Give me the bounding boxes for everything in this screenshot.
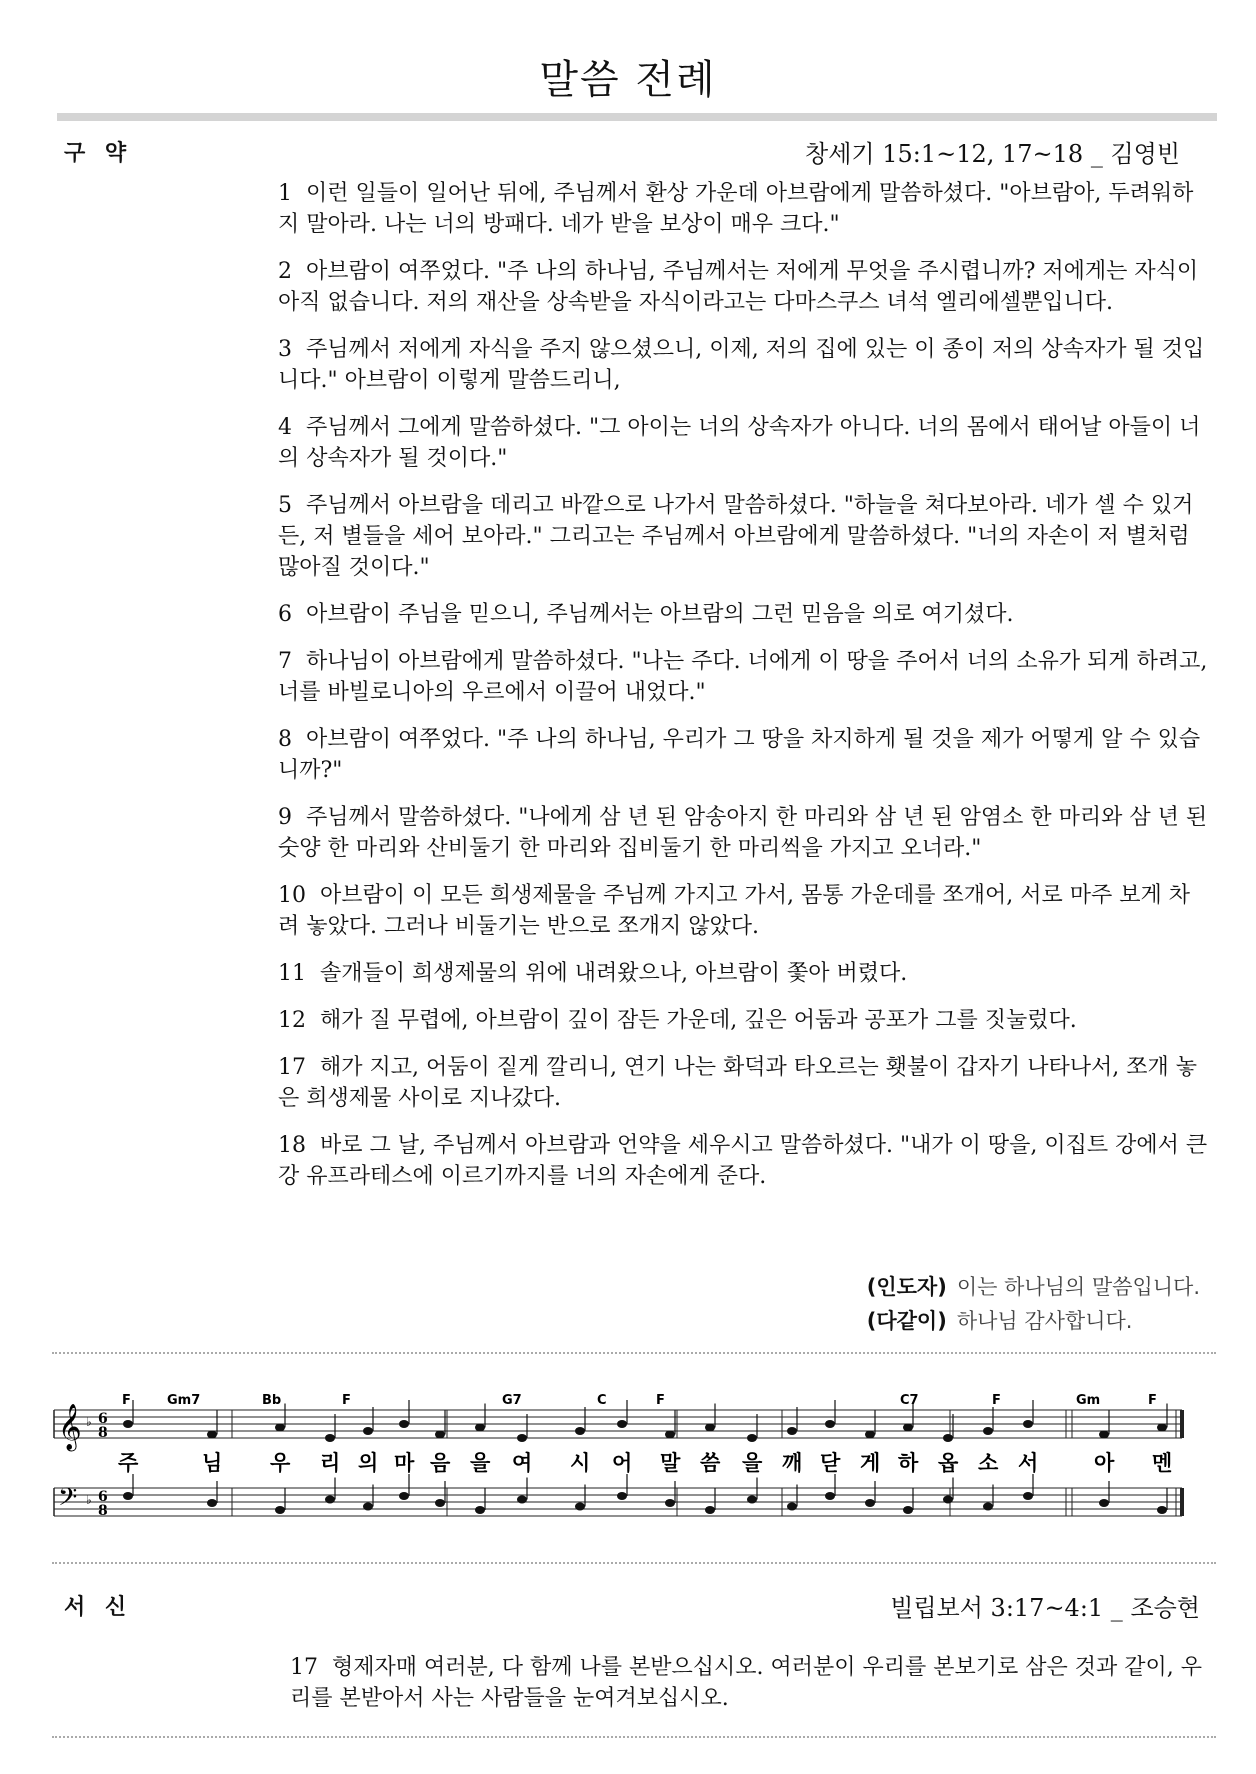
verse-text: 아브람이 주님을 믿으니, 주님께서는 아브람의 그런 믿음을 의로 여기셨다. bbox=[306, 602, 1014, 627]
note-head bbox=[435, 1431, 445, 1439]
dotted-divider bbox=[52, 1352, 1216, 1354]
lyric-syllable: 게 bbox=[860, 1451, 881, 1475]
note-head bbox=[1023, 1420, 1033, 1428]
note-head bbox=[983, 1427, 993, 1435]
lyric-syllable: 을 bbox=[470, 1451, 491, 1475]
note-head bbox=[787, 1427, 797, 1435]
time-signature: 6 bbox=[98, 1489, 108, 1505]
verse-text: 하나님이 아브람에게 말씀하셨다. "나는 주다. 너에게 이 땅을 주어서 너의 소유가 되게 하려고, 너를 바빌로니아의 우르에서 이끌어 내었다." bbox=[278, 649, 1208, 705]
note-head bbox=[943, 1496, 953, 1504]
verse bbox=[278, 490, 1208, 583]
acclamation-score bbox=[52, 1370, 1216, 1540]
time-signature: 8 bbox=[98, 1425, 108, 1441]
epistle-reference: 빌립보서 3:17~4:1 _ 조승현 bbox=[890, 1594, 1200, 1622]
note-head bbox=[363, 1427, 373, 1435]
chord-symbols bbox=[122, 1393, 1157, 1408]
verse-text: 주님께서 그에게 말씀하셨다. "그 아이는 너의 상속자가 아니다. 너의 몸에서 태어날 아들이 너의 상속자가 될 것이다." bbox=[278, 415, 1201, 471]
verse bbox=[290, 1652, 1206, 1714]
note-head bbox=[903, 1424, 913, 1432]
note-head bbox=[943, 1434, 953, 1442]
chord-symbol: C bbox=[597, 1393, 607, 1408]
chord-symbol: F bbox=[1148, 1393, 1157, 1408]
response-text: 이는 하나님의 말씀입니다. bbox=[956, 1275, 1200, 1299]
old-testament-label: 구 약 bbox=[64, 141, 133, 166]
note-head bbox=[865, 1431, 875, 1439]
verse-text: 주님께서 아브람을 데리고 바깥으로 나가서 말씀하셨다. "하늘을 쳐다보아라. 네가 셀 수 있거든, 저 별들을 세어 보아라." 그리고는 주님께서 아브람에게 말씀하셨다. "너의 자손이 저 별처럼 많아질 것이다." bbox=[278, 493, 1194, 580]
note-head bbox=[705, 1506, 715, 1514]
note-head bbox=[1157, 1506, 1167, 1514]
note-head bbox=[207, 1431, 217, 1439]
note-head bbox=[665, 1431, 675, 1439]
note-head bbox=[705, 1424, 715, 1432]
lyric-syllable: 어 bbox=[612, 1451, 633, 1475]
note-head bbox=[123, 1492, 133, 1500]
verse-text: 형제자매 여러분, 다 함께 나를 본받으십시오. 여러분이 우리를 본보기로 삼은 것과 같이, 우리를 본받아서 사는 사람들을 눈여겨보십시오. bbox=[290, 1655, 1202, 1711]
chord-symbol: Gm bbox=[1076, 1393, 1101, 1408]
lyric-syllable: 시 bbox=[570, 1451, 591, 1475]
lyrics bbox=[118, 1451, 1172, 1475]
verse-number: 11 bbox=[278, 961, 306, 986]
verse-text: 아브람이 이 모든 희생제물을 주님께 가지고 가서, 몸통 가운데를 쪼개어, 서로 마주 보게 차려 놓았다. 그러나 비둘기는 반으로 쪼개지 않았다. bbox=[278, 883, 1190, 939]
page-title: 말씀 전례 bbox=[539, 57, 717, 103]
chord-symbol: Bb bbox=[262, 1393, 282, 1408]
verse-number: 6 bbox=[278, 602, 292, 627]
verse-text: 아브람이 여쭈었다. "주 나의 하나님, 주님께서는 저에게 무엇을 주시렵니까? 저에게는 자식이 아직 없습니다. 저의 재산을 상속받을 자식이라고는 다마스쿠스 녀석 엘리에셀뿐입니다. bbox=[278, 259, 1199, 315]
note-head bbox=[1099, 1499, 1109, 1507]
lyric-syllable: 소 bbox=[978, 1451, 999, 1475]
verse bbox=[278, 958, 1208, 989]
note-head bbox=[747, 1496, 757, 1504]
verse-number: 1 bbox=[278, 181, 292, 206]
note-head bbox=[903, 1506, 913, 1514]
response-line bbox=[867, 1270, 1200, 1304]
note-head bbox=[617, 1492, 627, 1500]
flat-icon: ♭ bbox=[86, 1415, 92, 1429]
verse-text: 바로 그 날, 주님께서 아브람과 언약을 세우시고 말씀하셨다. "내가 이 땅을, 이집트 강에서 큰 강 유프라테스에 이르기까지를 너의 자손에게 준다. bbox=[278, 1133, 1208, 1189]
verse-number: 10 bbox=[278, 883, 306, 908]
note-head bbox=[275, 1506, 285, 1514]
verse-text: 이런 일들이 일어난 뒤에, 주님께서 환상 가운데 아브람에게 말씀하셨다. "아브람아, 두려워하지 말아라. 나는 너의 방패다. 네가 받을 보상이 매우 크다." bbox=[278, 181, 1194, 237]
chord-symbol: C7 bbox=[900, 1393, 919, 1408]
note-head bbox=[325, 1434, 335, 1442]
verse-number: 8 bbox=[278, 727, 292, 752]
lyric-syllable: 닫 bbox=[820, 1451, 841, 1475]
verse bbox=[278, 256, 1208, 318]
note-head bbox=[617, 1420, 627, 1428]
verse-number: 17 bbox=[278, 1055, 306, 1080]
response-text: 하나님 감사합니다. bbox=[956, 1309, 1133, 1333]
time-signature: 6 bbox=[98, 1411, 108, 1427]
epistle-label: 서 신 bbox=[64, 1595, 133, 1620]
note-head bbox=[665, 1499, 675, 1507]
bass-staff bbox=[54, 1483, 1182, 1519]
note-head bbox=[435, 1499, 445, 1507]
verse bbox=[278, 599, 1208, 630]
lyric-syllable: 하 bbox=[898, 1451, 919, 1475]
note-head bbox=[475, 1506, 485, 1514]
response-role: (인도자) bbox=[866, 1275, 947, 1299]
lyric-syllable: 을 bbox=[742, 1451, 763, 1475]
verse-text: 해가 질 무렵에, 아브람이 깊이 잠든 가운데, 깊은 어둠과 공포가 그를 짓눌렀다. bbox=[320, 1008, 1077, 1033]
note-head bbox=[325, 1496, 335, 1504]
lyric-syllable: 여 bbox=[512, 1451, 533, 1475]
responses bbox=[867, 1270, 1200, 1338]
treble-clef-icon: 𝄞 bbox=[58, 1404, 82, 1450]
note-head bbox=[123, 1420, 133, 1428]
chord-symbol: Gm7 bbox=[167, 1393, 201, 1408]
lyric-syllable: 마 bbox=[394, 1451, 415, 1475]
dotted-divider bbox=[52, 1562, 1216, 1564]
time-signature: 8 bbox=[98, 1503, 108, 1519]
chord-symbol: F bbox=[122, 1393, 131, 1408]
lyric-syllable: 멘 bbox=[1152, 1451, 1173, 1475]
note-head bbox=[575, 1503, 585, 1511]
lyric-syllable: 음 bbox=[430, 1451, 451, 1475]
verse-number: 3 bbox=[278, 337, 292, 362]
verse bbox=[278, 1005, 1208, 1036]
verse-text: 솔개들이 희생제물의 위에 내려왔으나, 아브람이 쫓아 버렸다. bbox=[320, 961, 908, 986]
verse-number: 12 bbox=[278, 1008, 306, 1033]
note-head bbox=[475, 1424, 485, 1432]
note-head bbox=[575, 1427, 585, 1435]
lyric-syllable: 옵 bbox=[938, 1451, 959, 1475]
note-head bbox=[983, 1503, 993, 1511]
note-head bbox=[825, 1492, 835, 1500]
lyric-syllable: 서 bbox=[1018, 1451, 1039, 1475]
verse-number: 18 bbox=[278, 1133, 306, 1158]
verse-number: 17 bbox=[290, 1655, 318, 1680]
note-head bbox=[399, 1420, 409, 1428]
lyric-syllable: 아 bbox=[1094, 1451, 1115, 1475]
verse-text: 아브람이 여쭈었다. "주 나의 하나님, 우리가 그 땅을 차지하게 될 것을 제가 어떻게 알 수 있습니까?" bbox=[278, 727, 1201, 783]
verse bbox=[278, 1130, 1208, 1192]
note-head bbox=[787, 1503, 797, 1511]
title-divider bbox=[57, 113, 1217, 121]
verse-number: 2 bbox=[278, 259, 292, 284]
verse-number: 9 bbox=[278, 805, 292, 830]
lyric-syllable: 씀 bbox=[700, 1451, 721, 1475]
bass-clef-icon: 𝄢 bbox=[58, 1483, 78, 1518]
note-head bbox=[1023, 1492, 1033, 1500]
verse bbox=[278, 1052, 1208, 1114]
flat-icon: ♭ bbox=[86, 1493, 92, 1507]
response-line bbox=[867, 1304, 1200, 1338]
old-testament-reference: 창세기 15:1~12, 17~18 _ 김영빈 bbox=[805, 140, 1180, 168]
note-head bbox=[207, 1499, 217, 1507]
response-role: (다같이) bbox=[866, 1309, 947, 1333]
chord-symbol: G7 bbox=[502, 1393, 522, 1408]
verse bbox=[278, 880, 1208, 942]
epistle-reading bbox=[290, 1652, 1206, 1730]
note-head bbox=[517, 1434, 527, 1442]
verse bbox=[278, 724, 1208, 786]
old-testament-reading bbox=[278, 178, 1208, 1208]
lyric-syllable: 의 bbox=[358, 1451, 379, 1475]
verse-number: 5 bbox=[278, 493, 292, 518]
chord-symbol: F bbox=[992, 1393, 1001, 1408]
verse-number: 4 bbox=[278, 415, 292, 440]
note-head bbox=[825, 1420, 835, 1428]
verse-number: 7 bbox=[278, 649, 292, 674]
note-head bbox=[1099, 1431, 1109, 1439]
verse bbox=[278, 802, 1208, 864]
verse bbox=[278, 412, 1208, 474]
note-head bbox=[275, 1424, 285, 1432]
chord-symbol: F bbox=[342, 1393, 351, 1408]
lyric-syllable: 리 bbox=[320, 1451, 341, 1475]
chord-symbol: F bbox=[656, 1393, 665, 1408]
verse-text: 주님께서 저에게 자식을 주지 않으셨으니, 이제, 저의 집에 있는 이 종이 저의 상속자가 될 것입니다." 아브람이 이렇게 말씀드리니, bbox=[278, 337, 1205, 393]
lyric-syllable: 님 bbox=[202, 1451, 223, 1475]
note-head bbox=[517, 1496, 527, 1504]
note-head bbox=[399, 1492, 409, 1500]
lyric-syllable: 깨 bbox=[782, 1451, 803, 1475]
note-head bbox=[1157, 1424, 1167, 1432]
note-head bbox=[865, 1499, 875, 1507]
verse-text: 해가 지고, 어둠이 짙게 깔리니, 연기 나는 화덕과 타오르는 횃불이 갑자기 나타나서, 쪼개 놓은 희생제물 사이로 지나갔다. bbox=[278, 1055, 1197, 1111]
lyric-syllable: 주 bbox=[118, 1451, 139, 1475]
verse bbox=[278, 334, 1208, 396]
verse-text: 주님께서 말씀하셨다. "나에게 삼 년 된 암송아지 한 마리와 삼 년 된 암염소 한 마리와 삼 년 된 숫양 한 마리와 산비둘기 한 마리와 집비둘기 한 마리씩을 가지고 오너라." bbox=[278, 805, 1208, 861]
note-head bbox=[363, 1503, 373, 1511]
lyric-syllable: 우 bbox=[270, 1451, 291, 1475]
dotted-divider bbox=[52, 1736, 1216, 1738]
verse bbox=[278, 646, 1208, 708]
verse bbox=[278, 178, 1208, 240]
treble-staff bbox=[54, 1404, 1182, 1452]
note-head bbox=[747, 1434, 757, 1442]
lyric-syllable: 말 bbox=[660, 1451, 681, 1475]
